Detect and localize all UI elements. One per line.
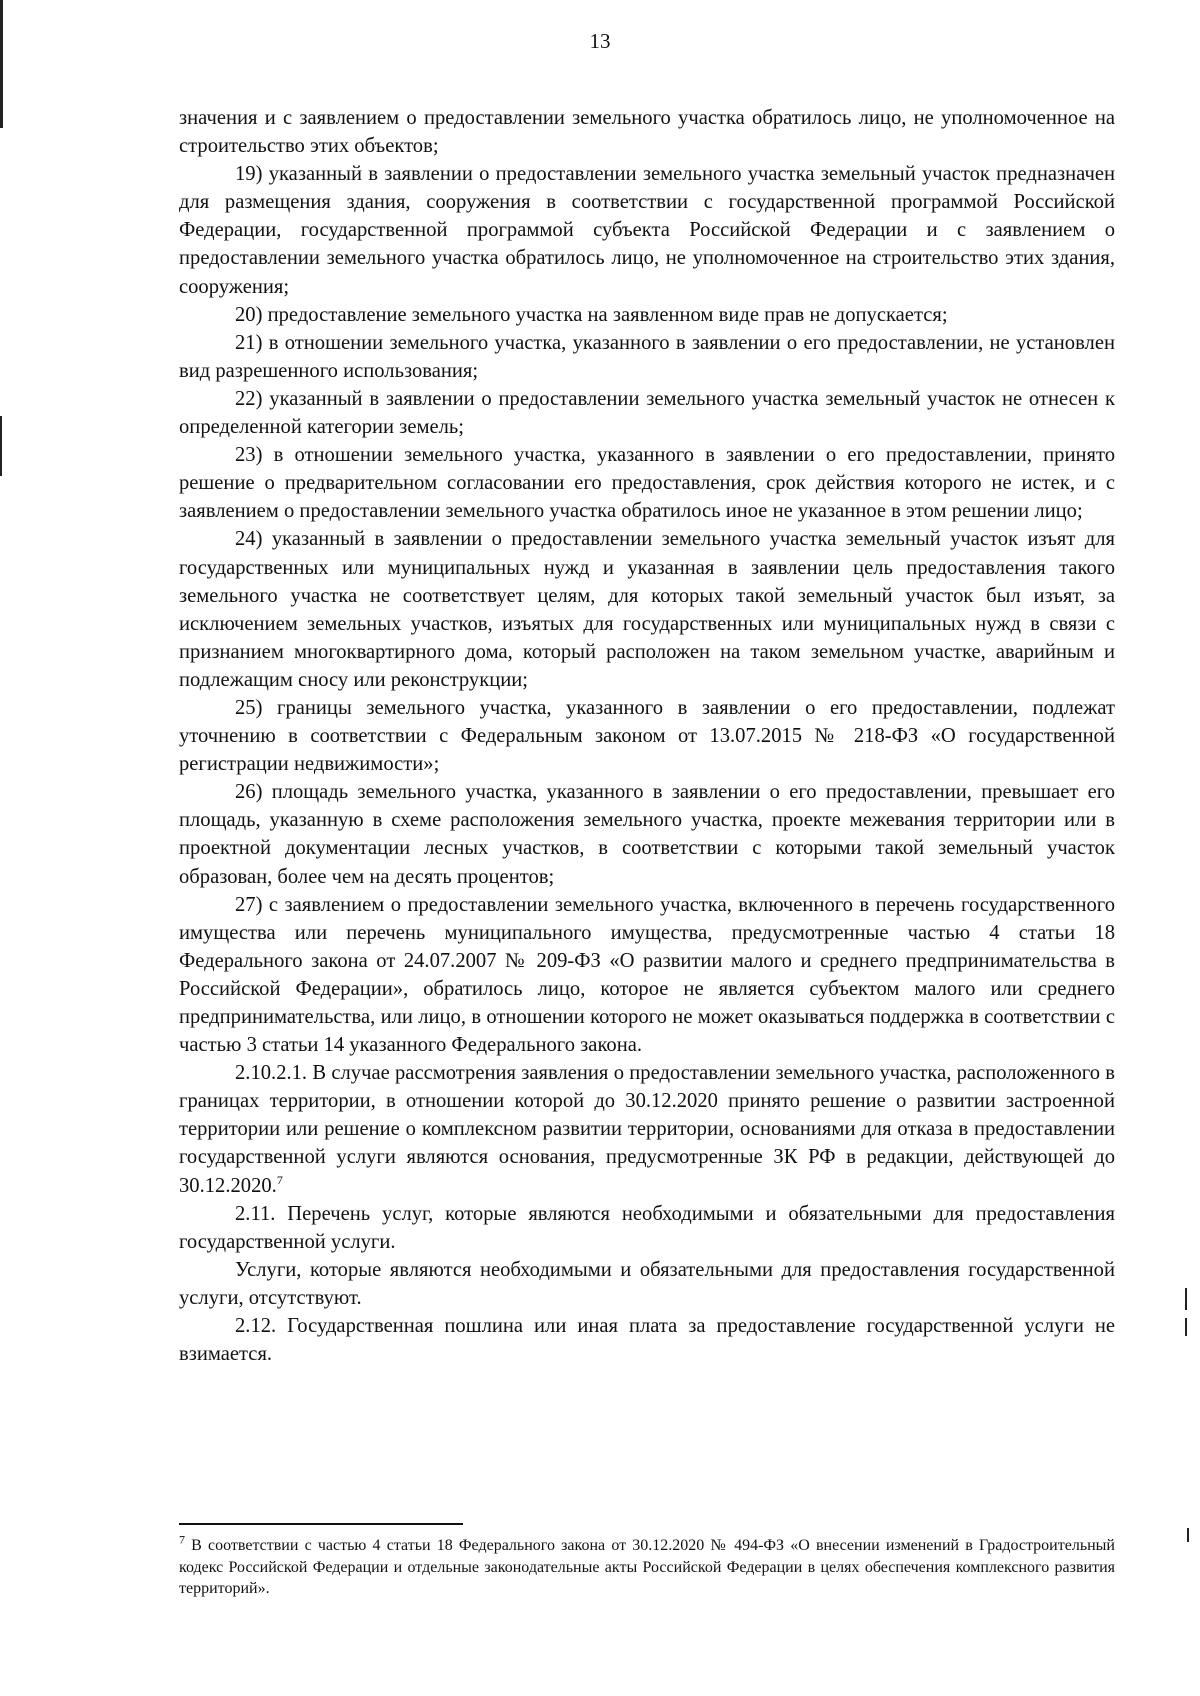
footnote-marker: 7 (179, 1532, 185, 1547)
footnote-body: В соответствии с частью 4 статьи 18 Федерального закона от 30.12.2020 № 494-ФЗ «О внесении изменений в Градостроительный кодекс Российской Федерации и отдельные законодательные акты Российской Федерации в целях обеспечения комплексного развития территорий». (179, 1537, 1115, 1597)
paragraph-item-23: 23) в отношении земельного участка, указанного в заявлении о его предоставлении, принято решение о предварительном согласовании его предоставления, срок действия которого не истек, и с заявлением о предоставлении земельного участка обратилось иное не указанное в этом решении лицо; (179, 444, 1115, 523)
paragraph-section-2-11: 2.11. Перечень услуг, которые являются необходимыми и обязательными для предоставления государственной услуги. (179, 1202, 1115, 1253)
footnote (179, 1532, 1115, 1600)
paragraph-item-27: 27) с заявлением о предоставлении земельного участка, включенного в перечень государственного имущества или перечень муниципального имущества, предусмотренные частью 4 статьи 18 Федерального закона от 24.07.2007 № 209-ФЗ «О развитии малого и среднего предпринимательства в Российской Федерации», обратилось лицо, которое не является субъектом малого или среднего предпринимательства, или лицо, в отношении которого не может оказываться поддержка в соответствии с частью 3 статьи 14 указанного Федерального закона. (179, 893, 1115, 1057)
paragraph-item-24: 24) указанный в заявлении о предоставлении земельного участка земельный участок изъят для государственных или муниципальных нужд и указанная в заявлении цель предоставления такого земельного участка не соответствует целям, для которых такой земельный участок был изъят, за исключением земельных участков, изъятых для государственных или муниципальных нужд в связи с признанием многоквартирного дома, который расположен на таком земельном участке, аварийным и подлежащим сносу или реконструкции; (179, 528, 1115, 691)
scan-edge-mark (1185, 1288, 1187, 1310)
paragraph-section-2-10-2-1 (179, 1059, 1115, 1199)
paragraph-item-22: 22) указанный в заявлении о предоставлении земельного участка земельный участок не отнесен к определенной категории земель; (179, 387, 1115, 439)
paragraph-section-2-11-body: Услуги, которые являются необходимыми и обязательными для предоставления государственной услуги, отсутствуют. (179, 1258, 1115, 1309)
page-number: 13 (589, 29, 611, 53)
paragraph-continuation: значения и с заявлением о предоставлении земельного участка обратилось лицо, не уполномоченное на строительство этих объектов; (179, 107, 1115, 158)
document-body (179, 104, 1115, 1368)
paragraph-item-19: 19) указанный в заявлении о предоставлении земельного участка земельный участок предназначен для размещения здания, сооружения в соответствии с государственной программой Российской Федерации, государственной программой субъекта Российской Федерации и с заявлением о предоставлении земельного участка обратилось лицо, не уполномоченное на строительство этих здания, сооружения; (179, 163, 1115, 298)
scan-edge-mark (0, 0, 3, 128)
paragraph-item-25: 25) границы земельного участка, указанного в заявлении о его предоставлении, подлежат уточнению в соответствии с Федеральным законом от 13.07.2015 № 218-ФЗ «О государственной регистрации недвижимости»; (179, 696, 1115, 776)
paragraph-text: 2.10.2.1. В случае рассмотрения заявления о предоставлении земельного участка, расположенного в границах территории, в отношении которой до 30.12.2020 принято решение о развитии застроенной территории или решение о комплексном развитии территории, основаниями для отказа в предоставлении государственной услуги являются основания, предусмотренные ЗК РФ в редакции, действующей до 30.12.2020. (179, 1062, 1115, 1197)
scan-edge-mark (1187, 1528, 1189, 1542)
paragraph-section-2-12: 2.12. Государственная пошлина или иная плата за предоставление государственной услуги не взимается. (179, 1315, 1115, 1366)
paragraph-item-21: 21) в отношении земельного участка, указанного в заявлении о его предоставлении, не установлен вид разрешенного использования; (179, 331, 1115, 382)
footnote-separator (179, 1523, 463, 1525)
scan-edge-mark (1185, 1318, 1187, 1336)
paragraph-item-26: 26) площадь земельного участка, указанного в заявлении о его предоставлении, превышает его площадь, указанную в схеме расположения земельного участка, проекте межевания территории или в проектной документации лесных участков, в соответствии с которыми такой земельный участок образован, более чем на десять процентов; (179, 781, 1115, 888)
scan-edge-mark (0, 416, 2, 476)
paragraph-item-20: 20) предоставление земельного участка на заявленном виде прав не допускается; (235, 303, 948, 326)
footnote-text (179, 1532, 1115, 1600)
footnote-reference[interactable]: 7 (276, 1172, 283, 1187)
